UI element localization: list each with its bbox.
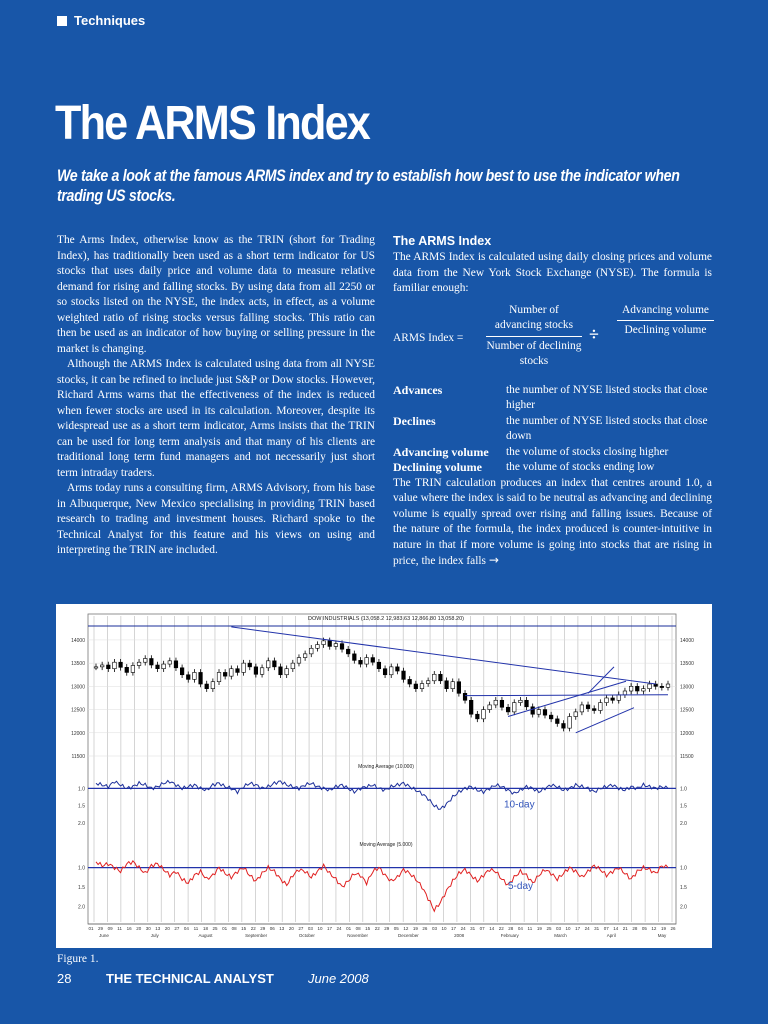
candle-body xyxy=(586,705,590,709)
division-sign: ÷ xyxy=(589,323,599,344)
day-tick-label: 16 xyxy=(126,926,132,931)
day-tick-label: 24 xyxy=(584,926,590,931)
candle-body xyxy=(605,698,609,703)
candle-body xyxy=(273,661,277,667)
candle-body xyxy=(316,645,320,649)
candle-body xyxy=(156,665,160,669)
candle-body xyxy=(469,700,473,714)
candle-body xyxy=(359,660,363,664)
candle-body xyxy=(389,667,393,675)
candle-body xyxy=(439,674,443,681)
day-tick-label: 03 xyxy=(431,926,437,931)
continue-arrow-icon: → xyxy=(488,553,499,567)
candle-body xyxy=(432,674,436,681)
candle-body xyxy=(346,649,350,654)
left-column xyxy=(57,233,375,559)
definition-desc: the volume of stocks ending low xyxy=(506,461,655,473)
trin-series-line xyxy=(96,780,668,809)
definition-term: Advances xyxy=(393,382,443,397)
day-tick-label: 10 xyxy=(317,926,323,931)
candle-body xyxy=(611,698,615,700)
month-label: March xyxy=(554,933,567,938)
dow-trin-chart xyxy=(56,604,712,948)
day-tick-label: 27 xyxy=(298,926,304,931)
candle-body xyxy=(660,686,664,687)
month-label: November xyxy=(347,933,369,938)
candle-body xyxy=(223,672,227,676)
day-tick-label: 19 xyxy=(536,926,542,931)
candle-body xyxy=(568,717,572,729)
candle-body xyxy=(113,662,117,669)
day-tick-label: 14 xyxy=(613,926,619,931)
candle-body xyxy=(488,705,492,710)
price-axis-label: 13500 xyxy=(680,661,694,668)
candle-body xyxy=(254,667,258,674)
candle-body xyxy=(580,705,584,712)
day-tick-label: 28 xyxy=(508,926,514,931)
trin-axis-label: 1.5 xyxy=(680,884,687,891)
day-tick-label: 22 xyxy=(250,926,256,931)
day-tick-label: 11 xyxy=(117,926,122,931)
month-label: October xyxy=(298,933,315,938)
trin-axis-label: 2.0 xyxy=(78,821,85,828)
trin-axis-label: 1.5 xyxy=(680,803,687,810)
formula-denominator: Number of declining stocks xyxy=(486,339,582,367)
day-tick-label: 12 xyxy=(403,926,409,931)
day-tick-label: 04 xyxy=(183,926,189,931)
candle-body xyxy=(236,669,240,673)
day-tick-label: 26 xyxy=(422,926,428,931)
day-tick-label: 22 xyxy=(498,926,504,931)
day-tick-label: 15 xyxy=(241,926,247,931)
candle-body xyxy=(131,665,135,672)
formula-denominator: Declining volume xyxy=(624,324,707,336)
candle-body xyxy=(125,667,129,672)
candle-body xyxy=(377,662,381,669)
trend-line xyxy=(588,667,614,693)
trin-axis-label: 1.0 xyxy=(680,786,687,793)
page-footer xyxy=(57,971,369,987)
candle-body xyxy=(365,658,369,665)
candle-body xyxy=(451,682,455,689)
day-tick-label: 26 xyxy=(670,926,676,931)
candle-body xyxy=(426,681,430,684)
candle-body xyxy=(531,707,535,714)
month-label: 2008 xyxy=(454,933,465,938)
definition-row xyxy=(393,383,712,414)
definition-row xyxy=(393,445,712,461)
candle-body xyxy=(107,665,111,669)
magazine-name: THE TECHNICAL ANALYST xyxy=(106,971,274,986)
candle-body xyxy=(543,710,547,716)
price-axis-label: 11500 xyxy=(680,754,694,760)
definition-list xyxy=(393,383,712,476)
candle-body xyxy=(242,663,246,672)
definition-row xyxy=(393,414,712,445)
day-tick-label: 14 xyxy=(489,926,495,931)
definition-term: Advancing volume xyxy=(393,444,489,459)
formula-fraction-volumes xyxy=(617,303,714,339)
month-label: August xyxy=(198,933,213,938)
day-tick-label: 21 xyxy=(622,926,628,931)
candle-body xyxy=(186,675,190,680)
trin-axis-label: 1.0 xyxy=(78,865,85,872)
candle-body xyxy=(537,710,541,715)
day-tick-label: 13 xyxy=(279,926,285,931)
price-axis-label: 13000 xyxy=(71,684,85,691)
day-tick-label: 01 xyxy=(346,926,352,931)
day-tick-label: 10 xyxy=(565,926,571,931)
candle-body xyxy=(617,695,621,701)
day-tick-label: 22 xyxy=(374,926,380,931)
panel-label: Moving Average (10.000) xyxy=(358,764,414,770)
chart-title: DOW INDUSTRIALS (13,058.2 12,983.63 12,866.80 13,058.20) xyxy=(308,616,464,622)
candle-body xyxy=(119,662,123,667)
candle-body xyxy=(174,661,178,668)
definition-desc: the number of NYSE listed stocks that close higher xyxy=(506,383,708,411)
candle-body xyxy=(549,715,553,719)
candle-body xyxy=(371,658,375,663)
candle-body xyxy=(211,682,215,689)
series-label: 10-day xyxy=(504,799,535,811)
price-axis-label: 12000 xyxy=(680,730,694,737)
candle-body xyxy=(494,700,498,705)
formula-numerator: Number of advancing stocks xyxy=(486,303,582,337)
day-tick-label: 25 xyxy=(212,926,218,931)
price-axis-label: 13000 xyxy=(680,684,694,691)
trin-axis-label: 1.5 xyxy=(78,884,85,891)
candle-body xyxy=(168,661,172,664)
candle-body xyxy=(414,684,418,689)
day-tick-label: 01 xyxy=(88,926,94,931)
trin-axis-label: 2.0 xyxy=(78,904,85,911)
candle-body xyxy=(303,654,307,658)
candle-body xyxy=(248,663,252,667)
day-tick-label: 20 xyxy=(288,926,294,931)
day-tick-label: 17 xyxy=(575,926,581,931)
day-tick-label: 28 xyxy=(632,926,638,931)
definition-term: Declines xyxy=(393,413,436,428)
section-label: Techniques xyxy=(74,13,146,28)
candle-body xyxy=(420,684,424,689)
day-tick-label: 31 xyxy=(594,926,600,931)
candle-body xyxy=(279,667,283,675)
month-label: December xyxy=(397,933,419,938)
sidebar-intro: The ARMS Index is calculated using daily closing prices and volume data from the New York Stock Exchange (NYSE). The formula is familiar enough: xyxy=(393,251,712,294)
trin-axis-label: 1.0 xyxy=(680,865,687,872)
candle-body xyxy=(285,669,289,675)
candle-body xyxy=(476,714,480,719)
candle-body xyxy=(150,659,154,666)
candle-body xyxy=(402,671,406,679)
candle-body xyxy=(162,664,166,669)
price-axis-label: 12500 xyxy=(680,707,694,714)
price-axis-label: 12500 xyxy=(71,707,85,714)
formula-numerator: Advancing volume xyxy=(617,303,714,322)
day-tick-label: 04 xyxy=(517,926,523,931)
issue-date: June 2008 xyxy=(308,971,369,986)
candle-body xyxy=(666,684,670,687)
candle-body xyxy=(629,686,633,691)
arms-formula xyxy=(393,303,712,375)
candle-body xyxy=(143,659,147,663)
candle-body xyxy=(94,667,98,668)
candle-body xyxy=(193,672,197,679)
day-tick-label: 17 xyxy=(451,926,457,931)
article-title: The ARMS Index xyxy=(55,97,370,150)
candle-body xyxy=(266,661,270,668)
trin-paragraph xyxy=(393,476,712,570)
candle-body xyxy=(230,669,234,676)
day-tick-label: 05 xyxy=(393,926,399,931)
trin-series-line xyxy=(96,861,668,912)
candle-body xyxy=(100,665,104,667)
candle-body xyxy=(623,691,627,695)
paragraph: Arms today runs a consulting firm, ARMS Advisory, from his base in Albuquerque, New Mexico specialising in providing TRIN based research to trading and investment houses. Richard spoke to the Technical Analyst for this feature and his views on using and interpreting the TRIN are included. xyxy=(57,482,375,556)
candle-body xyxy=(445,681,449,689)
price-axis-label: 11500 xyxy=(71,754,85,760)
day-tick-label: 20 xyxy=(136,926,142,931)
candle-body xyxy=(322,641,326,645)
candle-body xyxy=(291,663,295,669)
day-tick-label: 29 xyxy=(384,926,390,931)
month-label: July xyxy=(150,933,159,938)
month-label: February xyxy=(500,933,519,938)
month-label: April xyxy=(606,933,616,938)
formula-lhs: ARMS Index = xyxy=(393,331,464,344)
candle-body xyxy=(309,648,313,654)
candle-body xyxy=(334,644,338,647)
day-tick-label: 19 xyxy=(660,926,666,931)
day-tick-label: 30 xyxy=(145,926,151,931)
day-tick-label: 25 xyxy=(546,926,552,931)
day-tick-label: 03 xyxy=(556,926,562,931)
arms-sidebar xyxy=(393,233,712,570)
chart-canvas xyxy=(56,604,712,948)
candle-body xyxy=(506,707,510,712)
candle-body xyxy=(199,672,203,684)
price-axis-label: 13500 xyxy=(71,661,85,668)
day-tick-label: 24 xyxy=(336,926,342,931)
panel-label: Moving Average (5.000) xyxy=(359,842,413,848)
candle-body xyxy=(642,689,646,691)
candle-body xyxy=(525,700,529,707)
day-tick-label: 27 xyxy=(174,926,180,931)
candle-body xyxy=(353,654,357,661)
candle-body xyxy=(260,668,264,675)
trin-axis-label: 1.5 xyxy=(78,803,85,810)
day-tick-label: 13 xyxy=(155,926,161,931)
definition-term: Declining volume xyxy=(393,460,482,474)
month-label: June xyxy=(99,933,109,938)
day-tick-label: 11 xyxy=(527,926,533,931)
day-tick-label: 29 xyxy=(98,926,104,931)
definition-row xyxy=(393,460,712,476)
day-tick-label: 01 xyxy=(222,926,228,931)
price-axis-label: 12000 xyxy=(71,730,85,737)
day-tick-label: 11 xyxy=(193,926,199,931)
day-tick-label: 03 xyxy=(307,926,313,931)
candle-body xyxy=(205,684,209,689)
day-tick-label: 07 xyxy=(479,926,485,931)
candle-body xyxy=(574,712,578,717)
candle-body xyxy=(457,682,461,694)
day-tick-label: 05 xyxy=(641,926,647,931)
price-axis-label: 14000 xyxy=(680,637,694,644)
candle-body xyxy=(297,658,301,664)
trin-axis-label: 2.0 xyxy=(680,821,687,828)
series-label: 5-day xyxy=(508,880,534,892)
candle-body xyxy=(635,686,639,691)
month-label: September xyxy=(245,933,268,938)
candle-body xyxy=(500,700,504,707)
day-tick-label: 18 xyxy=(202,926,208,931)
day-tick-label: 08 xyxy=(355,926,361,931)
candle-body xyxy=(482,710,486,719)
trin-text: The TRIN calculation produces an index that centres around 1.0, a value where the index is said to be neutral as advancing and declining volume is equally spread over rising and falling issues. Because of the nature of the formula, the index produced is counter-intuitive in nature in that if more volume is going into stocks that are rising in price, the index falls xyxy=(393,476,712,567)
candle-body xyxy=(599,703,603,711)
day-tick-label: 10 xyxy=(441,926,447,931)
section-square-icon xyxy=(57,16,67,26)
day-tick-label: 31 xyxy=(470,926,476,931)
candle-body xyxy=(137,662,141,665)
candle-body xyxy=(408,679,412,684)
day-tick-label: 29 xyxy=(260,926,266,931)
candle-body xyxy=(383,669,387,675)
candle-body xyxy=(328,641,332,647)
month-label: May xyxy=(657,933,667,938)
candle-body xyxy=(217,672,221,681)
trend-line xyxy=(465,695,668,696)
candle-body xyxy=(512,703,516,712)
trin-axis-label: 1.0 xyxy=(78,786,85,793)
candle-body xyxy=(519,700,523,702)
candle-body xyxy=(555,719,559,724)
section-tag xyxy=(57,13,145,28)
candle-body xyxy=(340,644,344,650)
figure-caption: Figure 1. xyxy=(57,953,99,965)
candle-body xyxy=(648,684,652,689)
day-tick-label: 17 xyxy=(327,926,333,931)
definition-desc: the number of NYSE listed stocks that close down xyxy=(506,414,708,442)
price-axis-label: 14000 xyxy=(71,637,85,644)
candle-body xyxy=(463,693,467,700)
day-tick-label: 19 xyxy=(412,926,418,931)
candle-body xyxy=(592,709,596,711)
sidebar-heading: The ARMS Index xyxy=(393,234,492,248)
page-number: 28 xyxy=(57,971,72,986)
day-tick-label: 15 xyxy=(365,926,371,931)
trin-axis-label: 2.0 xyxy=(680,904,687,911)
day-tick-label: 12 xyxy=(651,926,657,931)
formula-fraction-counts xyxy=(486,303,582,370)
day-tick-label: 09 xyxy=(107,926,113,931)
day-tick-label: 07 xyxy=(603,926,609,931)
day-tick-label: 20 xyxy=(164,926,170,931)
day-tick-label: 06 xyxy=(269,926,275,931)
day-tick-label: 08 xyxy=(231,926,237,931)
candle-body xyxy=(180,668,184,675)
paragraph: Although the ARMS Index is calculated using data from all NYSE stocks, it can be refined to include just S&P or Dow stocks. However, Richard Arms warns that the effectiveness of the index is reduced when fewer stocks are used in its calculation. Moreover, despite its widespread use as a short term indicator, Arms insists that the TRIN can be used for long term analysis and that many of his clients are traditional long term fund managers and not necessarily just short term intraday traders. xyxy=(57,358,375,479)
standfirst: We take a look at the famous ARMS index and try to establish how best to use the indicator when trading US stocks. xyxy=(57,167,680,205)
day-tick-label: 24 xyxy=(460,926,466,931)
candle-body xyxy=(562,724,566,729)
candle-body xyxy=(396,667,400,671)
paragraph: The Arms Index, otherwise know as the TRIN (short for Trading Index), has traditionally been used as a short term indicator for US stocks that uses daily price and volume data to measure relative demand for rising and falling stocks. By using data from all 2250 or so stocks listed on the NYSE, the index acts, in effect, as a volume weighted ratio of rising stocks versus falling stocks. This ratio can then be used as an indicator of how buying or selling pressure in the market is changing. xyxy=(57,234,375,355)
definition-desc: the volume of stocks closing higher xyxy=(506,445,669,458)
